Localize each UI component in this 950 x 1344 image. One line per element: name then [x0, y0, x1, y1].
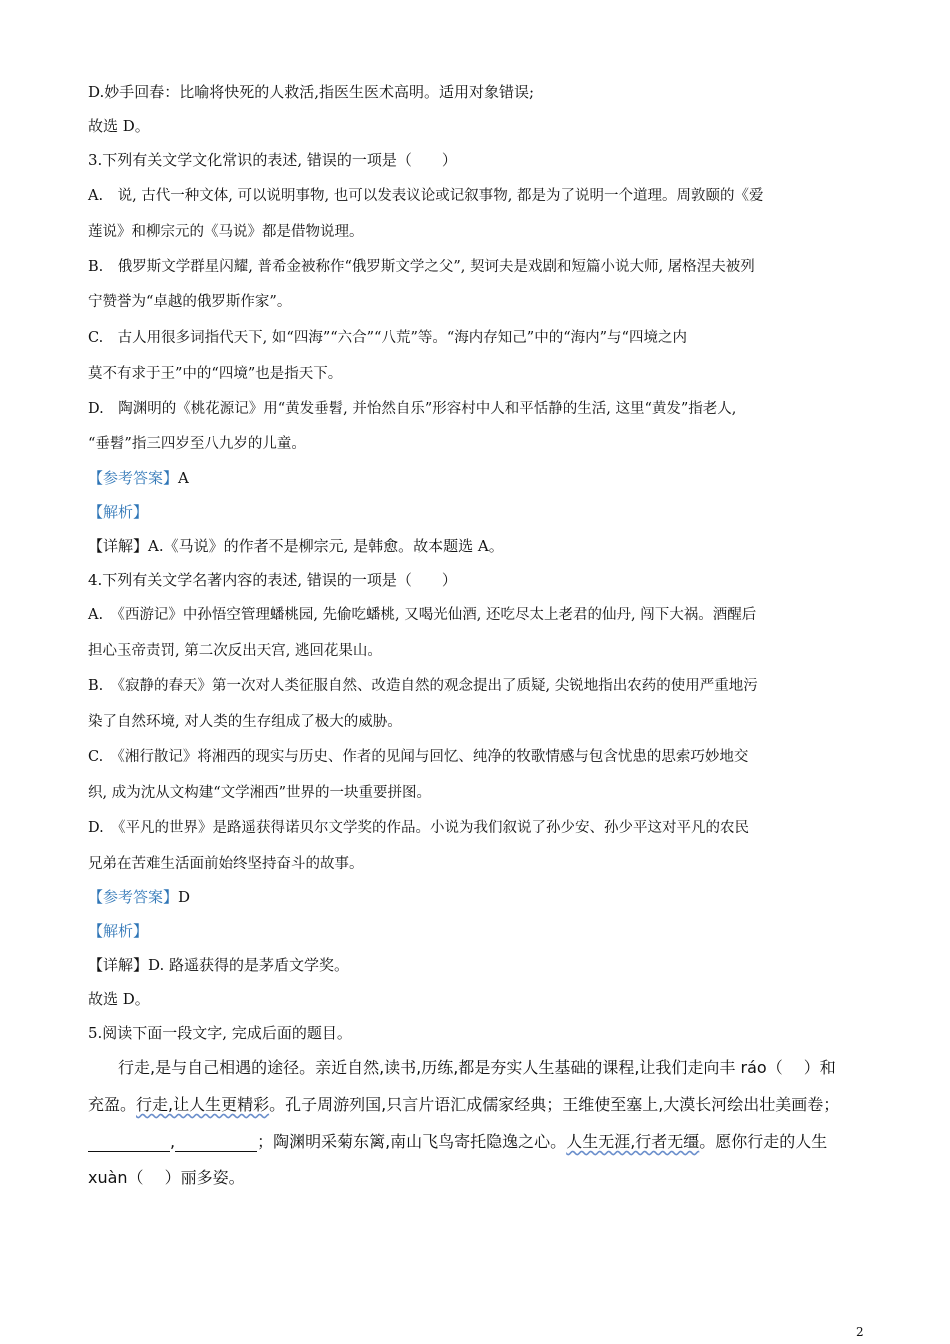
- detail-label: 【详解】: [88, 956, 149, 974]
- answer-label: 【参考答案】: [88, 888, 179, 906]
- q4-option-a-cont: 担心玉帝责罚, 第二次反出天宫, 逃回花果山。: [88, 643, 382, 659]
- q4-option-c: C. 《湘行散记》将湘西的现实与历史、作者的见闻与回忆、纯净的牧歌情感与包含忧患的思索巧妙地交: [88, 749, 749, 765]
- detail-text: D. 路遥获得的是茅盾文学奖。: [148, 956, 350, 974]
- fill-blank[interactable]: [88, 1135, 170, 1152]
- q4-analysis-label: 【解析】: [88, 922, 149, 940]
- q3-analysis-label: 【解析】: [88, 503, 149, 521]
- q3-option-a: A. 说, 古代一种文体, 可以说明事物, 也可以发表议论或记叙事物, 都是为了说明一个道理。周敦颐的《爱: [88, 188, 764, 204]
- q4-detail: [88, 955, 349, 975]
- passage-line: , ；陶渊明采菊东篱,南山飞鸟寄托隐逸之心。人生无涯,行者无缰。愿你行走的人生: [88, 1132, 827, 1152]
- q3-detail: [88, 536, 504, 556]
- q3-option-c: C. 古人用很多词指代天下, 如“四海”“六合”“八荒”等。“海内存知己”中的“海内”与“四境之内: [88, 330, 687, 346]
- q4-option-b-cont: 染了自然环境, 对人类的生存组成了极大的威胁。: [88, 714, 402, 730]
- fill-blank[interactable]: [175, 1135, 257, 1152]
- answer-label: 【参考答案】: [88, 469, 179, 487]
- q4-option-c-cont: 织, 成为沈从文构建“文学湘西”世界的一块重要拼图。: [88, 785, 432, 801]
- q3-option-b: B. 俄罗斯文学群星闪耀, 普希金被称作“俄罗斯文学之父”, 契诃夫是戏剧和短篇小说大师, 屠格涅夫被列: [88, 259, 755, 275]
- wavy-underlined-text: 行走,让人生更精彩: [136, 1095, 270, 1114]
- q3-option-b-cont: 宁赞誉为“卓越的俄罗斯作家”。: [88, 294, 292, 310]
- q4-option-d: D. 《平凡的世界》是路遥获得诺贝尔文学奖的作品。小说为我们叙说了孙少安、孙少平这对平凡的农民: [88, 820, 749, 836]
- wavy-underlined-text: 人生无涯,行者无缰: [566, 1132, 700, 1151]
- q4-choice: 故选 D。: [88, 990, 150, 1008]
- passage-line: xuàn（ ）丽多姿。: [88, 1168, 245, 1187]
- q4-option-d-cont: 兄弟在苦难生活面前始终坚持奋斗的故事。: [88, 856, 364, 872]
- answer-value: A: [178, 469, 189, 487]
- passage-line: 充盈。行走,让人生更精彩。孔子周游列国,只言片语汇成儒家经典；王维使至塞上,大漠长河绘出壮美画卷；: [88, 1095, 840, 1114]
- q3-option-a-cont: 莲说》和柳宗元的《马说》都是借物说理。: [88, 224, 364, 240]
- question-5: 5.阅读下面一段文字, 完成后面的题目。: [88, 1024, 352, 1042]
- detail-label: 【详解】: [88, 537, 149, 555]
- q3-option-d: D. 陶渊明的《桃花源记》用“黄发垂髫, 并怡然自乐”形容村中人和平恬静的生活, 这里“黄发”指老人,: [88, 401, 737, 417]
- q3-option-c-cont: 莫不有求于王”中的“四境”也是指天下。: [88, 366, 343, 382]
- passage-line: 行走,是与自己相遇的途径。亲近自然,读书,历练,都是夯实人生基础的课程,让我们走向丰 ráo（ ）和: [118, 1058, 836, 1077]
- q3-option-d-cont: “垂髫”指三四岁至八九岁的儿童。: [88, 436, 306, 452]
- q4-answer: [88, 887, 190, 907]
- question-4: 4.下列有关文学名著内容的表述, 错误的一项是（ ）: [88, 571, 457, 589]
- page-number: 2: [856, 1325, 864, 1339]
- detail-text: A.《马说》的作者不是柳宗元, 是韩愈。故本题选 A。: [148, 537, 504, 555]
- text-line: 故选 D。: [88, 117, 150, 135]
- q3-answer: [88, 468, 189, 488]
- question-3: 3.下列有关文学文化常识的表述, 错误的一项是（ ）: [88, 151, 457, 169]
- text-line: D.妙手回春：比喻将快死的人救活,指医生医术高明。适用对象错误;: [88, 83, 535, 101]
- q4-option-b: B. 《寂静的春天》第一次对人类征服自然、改造自然的观念提出了质疑, 尖锐地指出农药的使用严重地污: [88, 678, 758, 694]
- answer-value: D: [178, 888, 191, 906]
- q4-option-a: A. 《西游记》中孙悟空管理蟠桃园, 先偷吃蟠桃, 又喝光仙酒, 还吃尽太上老君的仙丹, 闯下大祸。酒醒后: [88, 607, 757, 623]
